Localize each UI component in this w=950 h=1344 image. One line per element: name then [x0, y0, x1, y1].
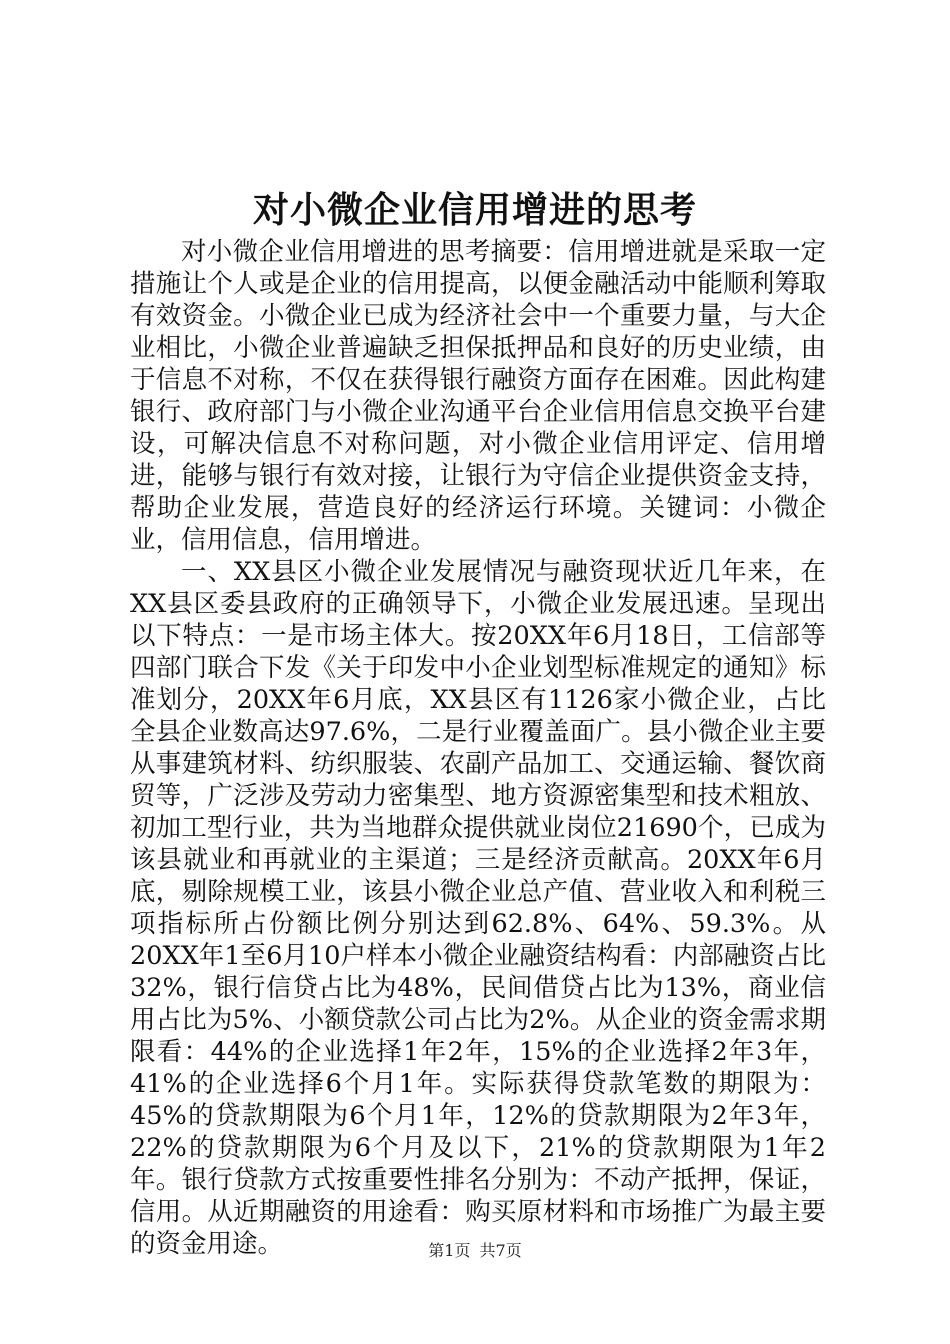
page-footer [0, 1241, 950, 1261]
page-number: 第1页 [428, 1241, 471, 1260]
document-body [130, 236, 826, 1260]
paragraph-section-1: 一、XX县区小微企业发展情况与融资现状近几年来，在XX县区委县政府的正确领导下，小微企业发展迅速。呈现出以下特点：一是市场主体大。按20XX年6月18日，工信部等四部门联合下发《关于印发中小企业划型标准规定的通知》标准划分，20XX年6月底，XX县区有1126家小微企业，占比全县企业数高达97.6%，二是行业覆盖面广。县小微企业主要从事建筑材料、纺织服装、农副产品加工、交通运输、餐饮商贸等，广泛涉及劳动力密集型、地方资源密集型和技术粗放、初加工型行业，共为当地群众提供就业岗位21690个，已成为该县就业和再就业的主渠道；三是经济贡献高。20XX年6月底，剔除规模工业，该县小微企业总产值、营业收入和利税三项指标所占份额比例分别达到62.8%、64%、59.3%。从20XX年1至6月10户样本小微企业融资结构看：内部融资占比32%，银行信贷占比为48%，民间借贷占比为13%，商业信用占比为5%、小额贷款公司占比为2%。从企业的资金需求期限看：44%的企业选择1年2年，15%的企业选择2年3年，41%的企业选择6个月1年。实际获得贷款笔数的期限为：45%的贷款期限为6个月1年，12%的贷款期限为2年3年，22%的贷款期限为6个月及以下，21%的贷款期限为1年2年。银行贷款方式按重要性排名分别为：不动产抵押，保证，信用。从近期融资的用途看：购买原材料和市场推广为最主要的资金用途。 [130, 557, 826, 1259]
page-total: 共7页 [479, 1241, 522, 1260]
paragraph-abstract: 对小微企业信用增进的思考摘要：信用增进就是采取一定措施让个人或是企业的信用提高，以便金融活动中能顺利筹取有效资金。小微企业已成为经济社会中一个重要力量，与大企业相比，小微企业普遍缺乏担保抵押品和良好的历史业绩，由于信息不对称，不仅在获得银行融资方面存在困难。因此构建银行、政府部门与小微企业沟通平台企业信用信息交换平台建设，可解决信息不对称问题，对小微企业信用评定、信用增进，能够与银行有效对接，让银行为守信企业提供资金支持，帮助企业发展，营造良好的经济运行环境。关键词：小微企业，信用信息，信用增进。 [130, 237, 826, 555]
document-title: 对小微企业信用增进的思考 [252, 189, 697, 231]
